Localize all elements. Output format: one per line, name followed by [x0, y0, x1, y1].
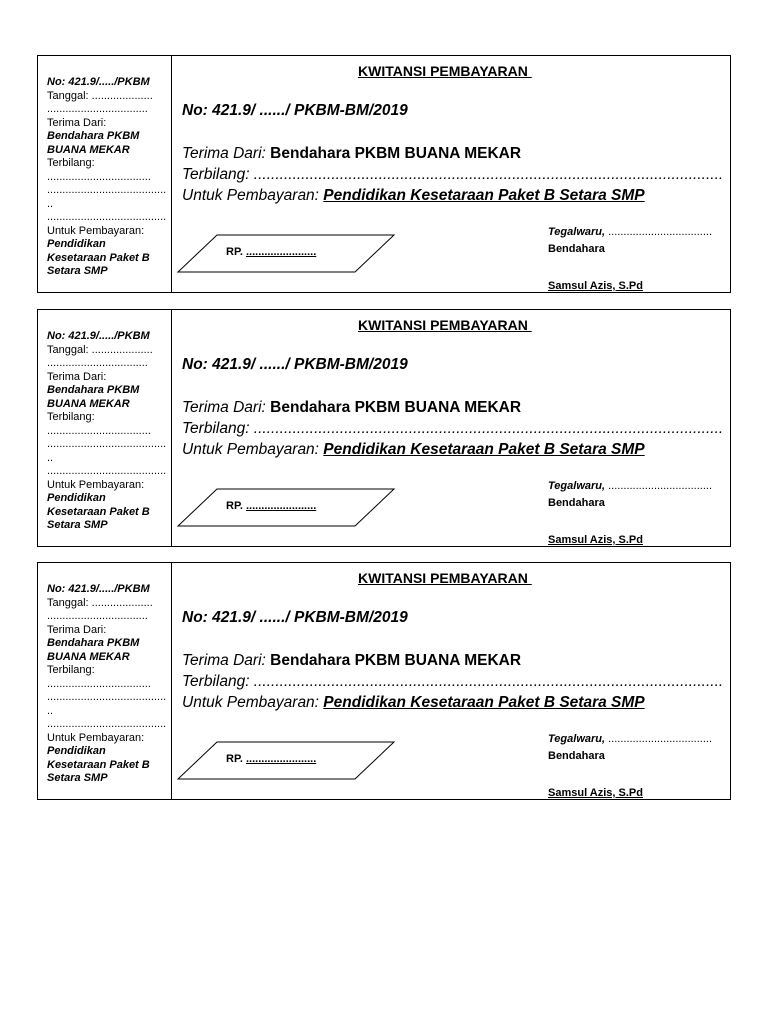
- stub-purpose-value-2: Kesetaraan Paket B: [47, 758, 150, 771]
- stub-amount-words-dots-2: .......................................: [47, 438, 167, 450]
- stub-amount-words-dots-1: ..................................: [47, 170, 151, 183]
- stub-received-from-value-2: BUANA MEKAR: [47, 397, 130, 410]
- received-from-line: [182, 145, 521, 163]
- purpose-label: Untuk Pembayaran:: [182, 441, 324, 458]
- stub-date-dots: ....................: [91, 89, 153, 102]
- amount-dots: .......................: [245, 246, 317, 258]
- receipt-number-value: : 421.9/ ....../ PKBM-BM/2019: [202, 609, 408, 626]
- signature-place-label: Tegalwaru,: [548, 480, 609, 492]
- stub-purpose-value-3: Setara SMP: [47, 772, 108, 784]
- purpose-label: Untuk Pembayaran:: [182, 694, 324, 711]
- stub-purpose-label: Untuk Pembayaran:: [47, 224, 145, 237]
- purpose-value: Pendidikan Kesetaraan Paket B Setara SMP: [323, 187, 645, 204]
- received-from-label: Terima Dari:: [182, 399, 271, 416]
- stub-purpose-value-1: Pendidikan: [47, 238, 106, 250]
- signature-place-label: Tegalwaru,: [548, 733, 609, 745]
- amount-label: [226, 500, 316, 512]
- stub-number: No: 421.9/...../PKBM: [47, 76, 150, 88]
- stub-purpose-label: Untuk Pembayaran:: [47, 731, 145, 744]
- receipt-stub: [38, 56, 172, 292]
- stub-amount-words-dots-3: ..: [47, 451, 54, 464]
- received-from-line: [182, 399, 521, 417]
- purpose-value: Pendidikan Kesetaraan Paket B Setara SMP: [323, 441, 645, 458]
- signature-name: Samsul Azis, S.Pd: [548, 534, 643, 546]
- stub-date-dots: ....................: [91, 596, 153, 609]
- stub-purpose-label: Untuk Pembayaran:: [47, 478, 145, 491]
- signature-place-dots: ..................................: [608, 480, 713, 492]
- amount-box: [176, 234, 398, 274]
- stub-amount-words-dots-3: ..: [47, 197, 54, 210]
- signature-place: [548, 480, 712, 492]
- stub-purpose-value-3: Setara SMP: [47, 265, 108, 277]
- stub-amount-words-label: Terbilang:: [47, 411, 95, 423]
- stub-date-line: [47, 344, 171, 358]
- stub-received-from-value-2: BUANA MEKAR: [47, 143, 130, 156]
- stub-received-from-value-1: Bendahara PKBM: [47, 384, 140, 396]
- stub-purpose-value-2: Kesetaraan Paket B: [47, 251, 150, 264]
- purpose-label: Untuk Pembayaran:: [182, 187, 324, 204]
- purpose-line: [182, 441, 645, 459]
- receipt-body: [172, 56, 730, 292]
- purpose-line: [182, 694, 645, 712]
- signature-role: Bendahara: [548, 243, 605, 255]
- stub-date-label: Tanggal:: [47, 596, 92, 609]
- stub-purpose-value-1: Pendidikan: [47, 492, 106, 504]
- signature-role: Bendahara: [548, 497, 605, 509]
- stub-amount-words-dots-4: .......................................: [47, 718, 167, 730]
- signature-name: Samsul Azis, S.Pd: [548, 787, 643, 799]
- stub-purpose-value-3: Setara SMP: [47, 519, 108, 531]
- receipt-number-value: : 421.9/ ....../ PKBM-BM/2019: [202, 102, 408, 119]
- amount-dots: .......................: [245, 753, 317, 765]
- stub-amount-words-dots-4: .......................................: [47, 211, 167, 223]
- amount-label: [226, 753, 316, 765]
- receipt-stub: [38, 310, 172, 546]
- signature-place-dots: ..................................: [608, 226, 713, 238]
- stub-received-from-label: Terima Dari:: [47, 370, 107, 383]
- amount-prefix: RP.: [226, 246, 246, 258]
- receipt-title: KWITANSI PEMBAYARAN: [358, 317, 532, 333]
- signature-place: [548, 733, 712, 745]
- stub-blank-line: .................................: [47, 103, 148, 115]
- receipt-title: KWITANSI PEMBAYARAN: [358, 570, 532, 586]
- receipt-number-prefix: No: [182, 102, 203, 119]
- stub-blank-line: .................................: [47, 357, 148, 369]
- amount-in-words-line: Terbilang: .............................................................................................................: [182, 420, 724, 437]
- stub-amount-words-label: Terbilang:: [47, 664, 95, 676]
- receipt-number: [182, 102, 408, 120]
- amount-prefix: RP.: [226, 500, 246, 512]
- amount-in-words-line: Terbilang: .............................................................................................................: [182, 166, 724, 183]
- amount-dots: .......................: [245, 500, 317, 512]
- receipt-body: [172, 310, 730, 546]
- signature-place: [548, 226, 712, 238]
- stub-received-from-value-1: Bendahara PKBM: [47, 637, 140, 649]
- receipt-number: [182, 609, 408, 627]
- stub-received-from-value-1: Bendahara PKBM: [47, 130, 140, 142]
- stub-date-line: [47, 90, 171, 104]
- stub-received-from-value-2: BUANA MEKAR: [47, 650, 130, 663]
- stub-date-line: [47, 597, 171, 611]
- purpose-line: [182, 187, 645, 205]
- stub-date-label: Tanggal:: [47, 343, 92, 356]
- receipt-number-prefix: No: [182, 609, 203, 626]
- stub-amount-words-label: Terbilang:: [47, 157, 95, 169]
- received-from-line: [182, 652, 521, 670]
- stub-purpose-value-2: Kesetaraan Paket B: [47, 505, 150, 518]
- amount-prefix: RP.: [226, 753, 246, 765]
- receipt: [37, 55, 731, 293]
- purpose-value: Pendidikan Kesetaraan Paket B Setara SMP: [323, 694, 645, 711]
- amount-in-words-line: Terbilang: .............................................................................................................: [182, 673, 724, 690]
- stub-received-from-label: Terima Dari:: [47, 116, 107, 129]
- signature-name: Samsul Azis, S.Pd: [548, 280, 643, 292]
- amount-label: [226, 246, 316, 258]
- receipt-number-value: : 421.9/ ....../ PKBM-BM/2019: [202, 356, 408, 373]
- stub-number: No: 421.9/...../PKBM: [47, 330, 150, 342]
- received-from-label: Terima Dari:: [182, 652, 271, 669]
- stub-amount-words-dots-2: .......................................: [47, 184, 167, 196]
- receipt-number-prefix: No: [182, 356, 203, 373]
- stub-received-from-label: Terima Dari:: [47, 623, 107, 636]
- stub-amount-words-dots-1: ..................................: [47, 677, 151, 690]
- receipt-title: KWITANSI PEMBAYARAN: [358, 63, 532, 79]
- stub-amount-words-dots-2: .......................................: [47, 691, 167, 703]
- receipt-number: [182, 356, 408, 374]
- received-from-value: Bendahara PKBM BUANA MEKAR: [270, 399, 522, 416]
- receipt: [37, 562, 731, 800]
- amount-box: [176, 741, 398, 781]
- stub-number: No: 421.9/...../PKBM: [47, 583, 150, 595]
- receipt-body: [172, 563, 730, 799]
- stub-amount-words-dots-3: ..: [47, 704, 54, 717]
- received-from-value: Bendahara PKBM BUANA MEKAR: [270, 652, 522, 669]
- stub-purpose-value-1: Pendidikan: [47, 745, 106, 757]
- signature-place-label: Tegalwaru,: [548, 226, 609, 238]
- stub-amount-words-dots-1: ..................................: [47, 424, 151, 437]
- receipt: [37, 309, 731, 547]
- stub-amount-words-dots-4: .......................................: [47, 465, 167, 477]
- amount-box: [176, 488, 398, 528]
- stub-date-label: Tanggal:: [47, 89, 92, 102]
- received-from-value: Bendahara PKBM BUANA MEKAR: [270, 145, 522, 162]
- signature-place-dots: ..................................: [608, 733, 713, 745]
- receipt-stub: [38, 563, 172, 799]
- signature-role: Bendahara: [548, 750, 605, 762]
- stub-blank-line: .................................: [47, 610, 148, 622]
- stub-date-dots: ....................: [91, 343, 153, 356]
- received-from-label: Terima Dari:: [182, 145, 271, 162]
